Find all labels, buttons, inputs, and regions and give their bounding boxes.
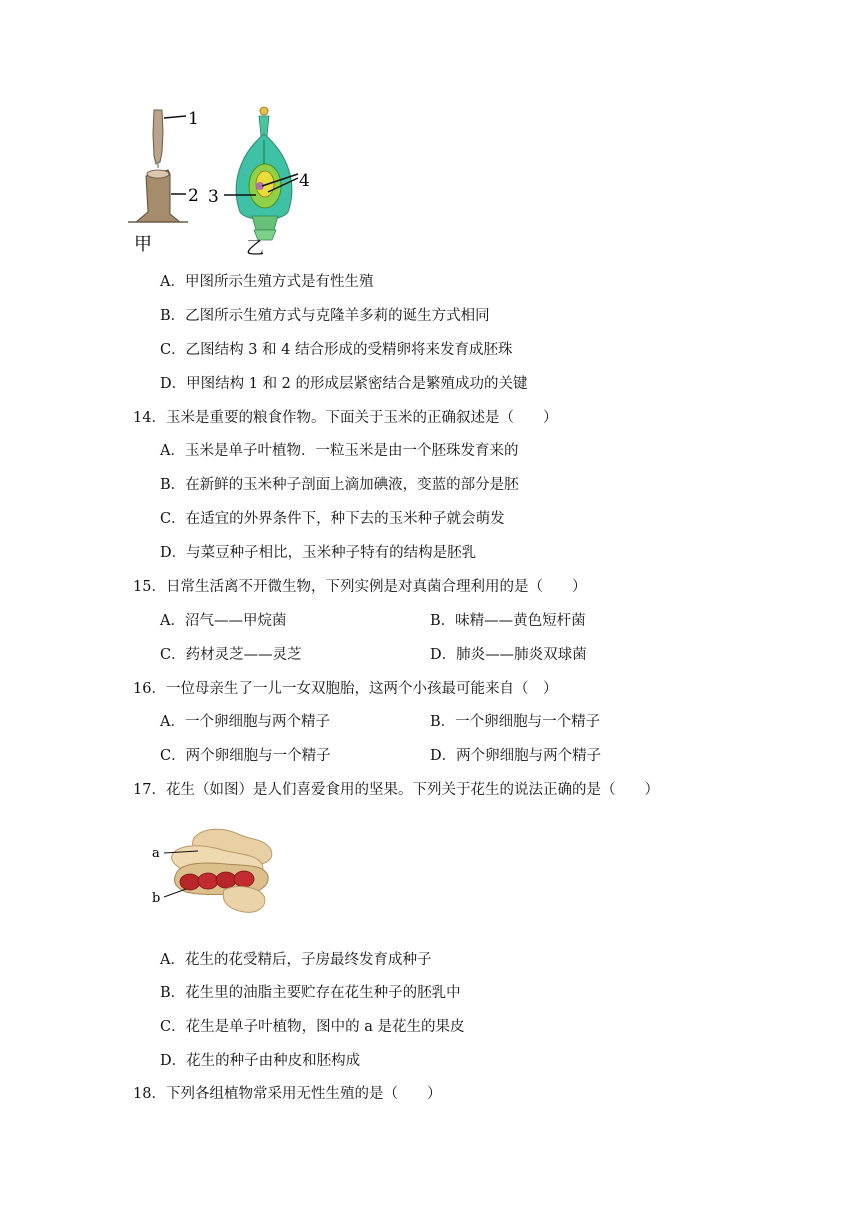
label-1: 1 (188, 109, 199, 129)
q18-stem: 18．下列各组植物常采用无性生殖的是（ ） (133, 1086, 442, 1102)
q15-option-a: A．沼气——甲烷菌 (160, 613, 287, 629)
q17-stem: 17．花生（如图）是人们喜爱食用的坚果。下列关于花生的说法正确的是（ ） (133, 782, 659, 798)
label-4: 4 (299, 171, 310, 191)
q16-option-a: A．一个卵细胞与两个精子 (160, 714, 330, 730)
q17-option-c: C．花生是单子叶植物，图中的 a 是花生的果皮 (160, 1019, 465, 1035)
q16-option-c: C．两个卵细胞与一个精子 (160, 748, 331, 764)
q14-option-b: B．在新鲜的玉米种子剖面上滴加碘液，变蓝的部分是胚 (160, 477, 519, 493)
q15-stem: 15．日常生活离不开微生物，下列实例是对真菌合理利用的是（ ） (133, 579, 587, 595)
q14-option-a: A．玉米是单子叶植物．一粒玉米是由一个胚珠发育来的 (160, 443, 519, 459)
q15-option-d: D．肺炎——肺炎双球菌 (430, 647, 587, 663)
q13-option-c: C．乙图结构 3 和 4 结合形成的受精卵将来发育成胚珠 (160, 342, 513, 358)
q16-option-d: D．两个卵细胞与两个精子 (430, 748, 602, 764)
q14-option-d: D．与菜豆种子相比，玉米种子特有的结构是胚乳 (160, 545, 477, 561)
q16-stem: 16．一位母亲生了一儿一女双胞胎，这两个小孩最可能来自（ ） (133, 681, 558, 697)
q15-option-c: C．药材灵芝——灵芝 (160, 647, 302, 663)
label-2: 2 (188, 186, 199, 206)
figure-grafting-and-flower (128, 104, 328, 260)
label-b: b (152, 891, 161, 906)
caption-yi: 乙 (246, 238, 264, 259)
q14-stem: 14．玉米是重要的粮食作物。下面关于玉米的正确叙述是（ ） (133, 410, 558, 426)
pistil-figure (224, 107, 298, 240)
q15-option-b: B．味精——黄色短杆菌 (430, 613, 586, 629)
scion-figure (128, 110, 188, 222)
q17-option-d: D．花生的种子由种皮和胚构成 (160, 1053, 361, 1069)
q17-option-a: A．花生的花受精后，子房最终发育成种子 (160, 952, 432, 968)
q14-option-c: C．在适宜的外界条件下，种下去的玉米种子就会萌发 (160, 511, 505, 527)
label-3: 3 (208, 187, 219, 207)
label-a: a (152, 846, 160, 861)
q13-option-a: A．甲图所示生殖方式是有性生殖 (160, 274, 374, 290)
q16-option-b: B．一个卵细胞与一个精子 (430, 714, 601, 730)
caption-jia: 甲 (134, 234, 152, 255)
peanut-figure (146, 824, 278, 920)
q13-option-d: D．甲图结构 1 和 2 的形成层紧密结合是繁殖成功的关键 (160, 376, 528, 392)
q17-option-b: B．花生里的油脂主要贮存在花生种子的胚乳中 (160, 985, 461, 1001)
q13-option-b: B．乙图所示生殖方式与克隆羊多莉的诞生方式相同 (160, 308, 490, 324)
